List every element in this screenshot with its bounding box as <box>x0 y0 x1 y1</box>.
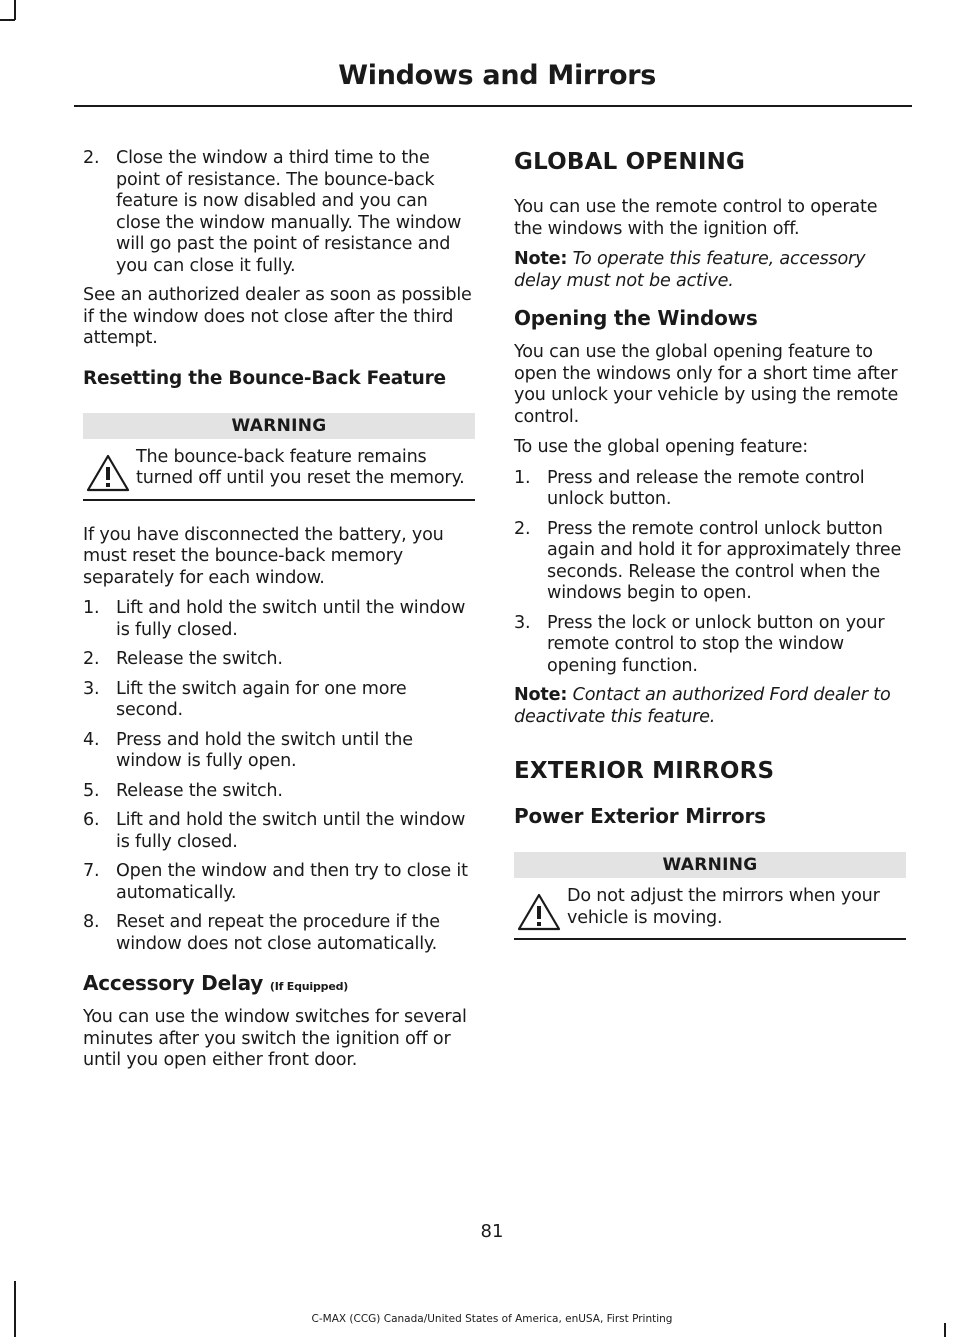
list-item <box>83 912 475 955</box>
note-label: Note: <box>514 249 568 269</box>
crop-mark <box>14 1281 16 1337</box>
list-text: Press the lock or unlock button on your remote control to stop the window opening function. <box>547 612 885 676</box>
list-number: 2. <box>83 649 100 669</box>
list-text: Close the window a third time to the point of resistance. The bounce-back feature is now disabled and you can close the window manually. The window will go past the point of resistance and you can close it fully. <box>116 148 462 276</box>
accessory-heading-text: Accessory Delay <box>83 971 264 995</box>
print-info: C-MAX (CCG) Canada/United States of America, enUSA, First Printing <box>311 1313 673 1325</box>
list-item <box>83 781 475 803</box>
note-operate <box>514 249 906 292</box>
list-item <box>83 679 475 722</box>
note-text: To operate this feature, accessory delay must not be active. <box>514 249 866 291</box>
list-item <box>83 730 475 773</box>
warning-box <box>83 413 475 501</box>
list-text: Press and hold the switch until the window is fully open. <box>116 729 413 771</box>
section-heading-accessory <box>83 971 475 995</box>
list-number: 3. <box>83 678 100 699</box>
note-label: Note: <box>514 685 568 705</box>
section-heading-mirrors: EXTERIOR MIRRORS <box>514 758 775 784</box>
note-text: Contact an authorized Ford dealer to deactivate this feature. <box>514 685 891 727</box>
warning-label: WARNING <box>83 413 475 439</box>
list-number: 2. <box>514 518 531 539</box>
list-text: Lift and hold the switch until the window is fully closed. <box>116 598 466 640</box>
crop-mark <box>944 1323 946 1337</box>
warning-triangle-icon <box>516 892 562 932</box>
paragraph-battery: If you have disconnected the battery, you must reset the bounce-back memory separately for each window. <box>83 524 444 588</box>
list-number: 6. <box>83 810 100 830</box>
list-text: Release the switch. <box>116 649 283 669</box>
if-equipped-tag: (If Equipped) <box>269 980 349 993</box>
list-item <box>83 148 475 277</box>
list-number: 5. <box>83 780 100 801</box>
list-item <box>514 613 906 678</box>
list-text: Open the window and then try to close it automatically. <box>116 861 468 903</box>
list-number: 8. <box>83 912 100 932</box>
right-column <box>514 148 906 940</box>
note-deactivate <box>514 685 906 728</box>
list-text: Release the switch. <box>116 780 283 801</box>
list-item <box>514 519 906 605</box>
paragraph-global: You can use the remote control to operate the windows with the ignition off. <box>514 197 878 239</box>
list-number: 1. <box>83 598 100 618</box>
paragraph-dealer: See an authorized dealer as soon as possible if the window does not close after the third attempt. <box>83 285 472 348</box>
section-heading-global: GLOBAL OPENING <box>514 149 746 175</box>
paragraph-to-use: To use the global opening feature: <box>514 437 808 457</box>
section-heading-power-mirrors: Power Exterior Mirrors <box>514 804 766 828</box>
list-item <box>83 861 475 904</box>
list-number: 1. <box>514 467 531 488</box>
list-number: 3. <box>514 612 531 633</box>
warning-label: WARNING <box>514 852 906 878</box>
warning-body <box>83 439 475 501</box>
left-column <box>83 148 475 1081</box>
paragraph-accessory: You can use the window switches for several minutes after you switch the ignition off or until you open either front door. <box>83 1007 467 1070</box>
paragraph-opening: You can use the global opening feature to open the windows only for a short time after you unlock your vehicle by using the remote control. <box>514 342 899 427</box>
list-text: Lift and hold the switch until the window is fully closed. <box>116 810 466 852</box>
list-item <box>83 598 475 641</box>
page-number: 81 <box>480 1221 504 1242</box>
list-item <box>83 810 475 853</box>
warning-box <box>514 852 906 940</box>
warning-triangle-icon <box>85 453 131 493</box>
crop-mark <box>14 0 16 20</box>
warning-text: Do not adjust the mirrors when your vehicle is moving. <box>567 886 880 928</box>
list-text: Press and release the remote control unlock button. <box>547 467 865 509</box>
warning-text: The bounce-back feature remains turned off until you reset the memory. <box>136 446 465 488</box>
list-text: Lift the switch again for one more second. <box>116 678 407 720</box>
section-heading-opening: Opening the Windows <box>514 306 758 330</box>
warning-body <box>514 878 906 940</box>
list-number: 2. <box>83 148 100 168</box>
crop-mark <box>0 19 15 21</box>
list-item <box>514 468 906 511</box>
list-number: 4. <box>83 729 100 750</box>
list-text: Press the remote control unlock button again and hold it for approximately three seconds. Release the control when the windows begin to open. <box>547 518 902 603</box>
header-divider <box>74 105 912 107</box>
list-text: Reset and repeat the procedure if the window does not close automatically. <box>116 912 440 954</box>
list-item <box>83 649 475 671</box>
list-number: 7. <box>83 861 100 881</box>
page-header-title: Windows and Mirrors <box>338 60 656 91</box>
section-heading-reset: Resetting the Bounce-Back Feature <box>83 367 446 389</box>
